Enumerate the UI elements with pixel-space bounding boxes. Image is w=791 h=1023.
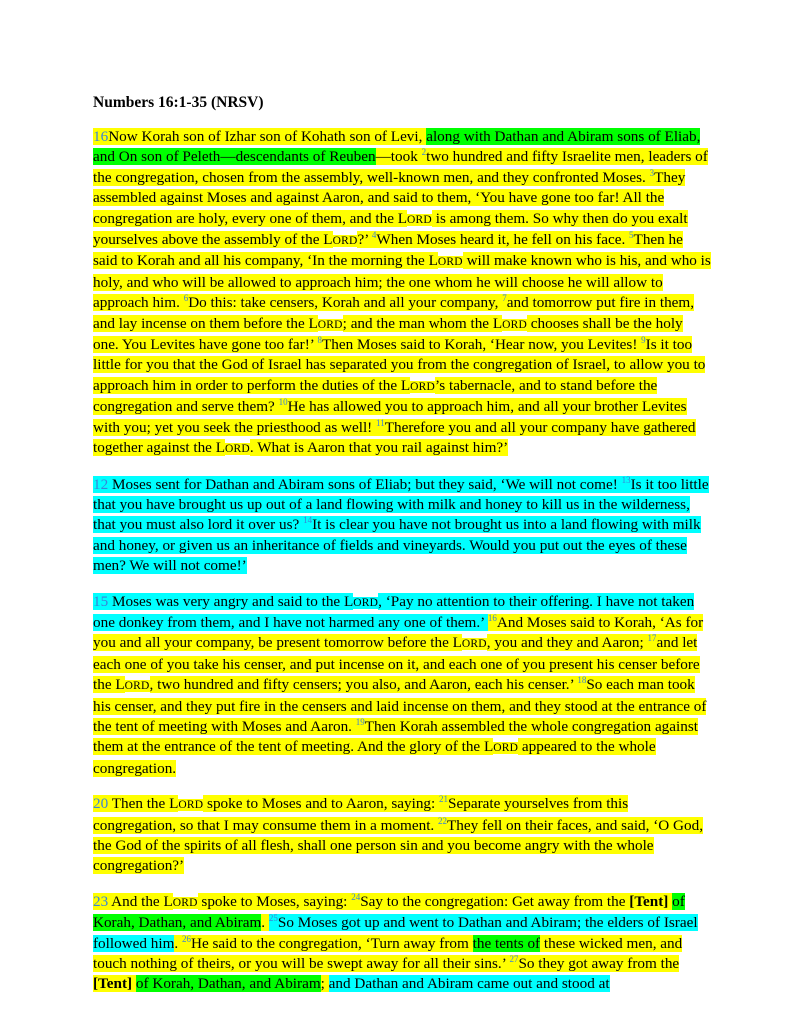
highlighted-text: and tomorrow put fire in them, and lay incense on them before the L xyxy=(93,294,695,332)
highlighted-text: Then Korah assembled the whole congregation against them at the entrance of the tent of meeting. And the glory of the L xyxy=(93,717,698,756)
paragraph xyxy=(93,794,711,877)
verse-number: 21 xyxy=(439,795,448,812)
highlighted-text: Is it too little that you have brought us up out of a land flowing with milk and honey to kill us in the wilderness, that you must also lord it over us? xyxy=(93,475,709,534)
highlighted-text: these wicked men, and touch nothing of theirs, or you will be swept away for all their sins.’ xyxy=(93,934,683,973)
verse-number: 4 xyxy=(372,231,377,248)
paragraph xyxy=(93,127,711,460)
highlighted-text: , two hundred and fifty censers; you also, and Aaron, each his censer.’ xyxy=(149,676,578,694)
small-caps-text: ORD xyxy=(502,318,527,331)
highlighted-text: Moses was very angry and said to the L xyxy=(108,592,354,610)
highlighted-text: So Moses got up and went to Dathan and Abiram; the elders of Israel followed him xyxy=(93,914,698,952)
highlighted-text: spoke to Moses and to Aaron, saying: xyxy=(203,795,440,813)
highlighted-text: the tents of xyxy=(472,934,541,952)
verse-number: 16 xyxy=(488,614,497,631)
verse-number: 9 xyxy=(641,336,646,353)
highlighted-text: He said to the congregation, ‘Turn away from xyxy=(191,934,473,952)
highlighted-text: Then he said to Korah and all his company, ‘In the morning the L xyxy=(93,231,683,270)
highlighted-text: Then Moses said to Korah, ‘Hear now, you Levites! xyxy=(322,336,642,354)
verse-number: 14 xyxy=(303,516,312,533)
verse-number: 24 xyxy=(351,893,360,910)
small-caps-text: ORD xyxy=(410,380,436,393)
verse-number: 19 xyxy=(356,718,365,735)
highlighted-text: Is it too little for you that the God of Israel has separated you from the congregation of Israel, to allow you to approach him in order to perform the duties of the L xyxy=(93,336,706,394)
verse-number: 25 xyxy=(269,914,278,931)
small-caps-text: ORD xyxy=(172,896,198,909)
highlighted-text: will make known who is his, and who is holy, and who will be allowed to approach him; the one whom he will choose he will allow to approach him. xyxy=(93,252,711,312)
highlighted-text: And Moses said to Korah, ‘As for you and all your company, be present tomorrow before the L xyxy=(93,613,704,652)
highlighted-text: is among them. So why then do you exalt yourselves above the assembly of the L xyxy=(93,209,688,249)
highlighted-text: It is clear you have not brought us into a land flowing with milk and honey, or given us an inheritance of fields and vineyards. Would you put out the eyes of these men? We will not come!’ xyxy=(93,516,701,575)
document-title: Numbers 16:1-35 (NRSV) xyxy=(93,94,264,111)
highlighted-text: of Korah, Dathan, and Abiram xyxy=(135,975,321,993)
small-caps-text: ORD xyxy=(225,443,250,456)
verse-number: 2 xyxy=(422,148,427,165)
small-caps-text: ORD xyxy=(461,638,487,651)
verse-number: 12 xyxy=(93,475,109,493)
highlighted-text: So they got away from the xyxy=(518,955,680,973)
verse-number: 5 xyxy=(629,231,634,248)
highlighted-text: They fell on their faces, and said, ‘O God, the God of the spirits of all flesh, shall one person sin and you become angry with the whole congregation?’ xyxy=(93,816,704,875)
highlighted-text: and let each one of you take his censer, and put incense on it, and each one of you present his censer before the L xyxy=(93,634,700,694)
verse-number: 3 xyxy=(650,169,655,186)
small-caps-text: ORD xyxy=(317,318,343,331)
small-caps-text: ORD xyxy=(493,742,519,755)
verse-number: 26 xyxy=(182,935,191,952)
highlighted-text: Moses sent for Dathan and Abiram sons of Eliab; but they said, ‘We will not come! xyxy=(108,475,622,493)
highlighted-text: Then the L xyxy=(108,795,179,813)
bracketed-word: [Tent] xyxy=(629,892,669,910)
highlighted-text: —took xyxy=(375,148,422,166)
verse-number: 6 xyxy=(184,294,189,311)
small-caps-text: ORD xyxy=(178,799,204,812)
bracketed-word: [Tent] xyxy=(93,975,133,993)
highlighted-text: . What is Aaron that you rail against him?’ xyxy=(249,439,509,457)
highlighted-text: He has allowed you to approach him, and all your brother Levites with you; yet you seek the priesthood as well! xyxy=(93,398,687,436)
highlighted-text: along with Dathan and Abiram sons of Eliab, and On son of Peleth—descendants of Reuben xyxy=(93,128,701,166)
highlighted-text: . xyxy=(174,934,183,952)
highlighted-text: , you and they and Aaron; xyxy=(486,634,648,652)
highlighted-text: appeared to the whole congregation. xyxy=(93,738,656,777)
highlighted-text: When Moses heard it, he fell on his face. xyxy=(376,231,630,249)
passage-body xyxy=(93,127,711,995)
paragraph xyxy=(93,475,711,577)
highlighted-text: spoke to Moses, saying: xyxy=(197,892,352,910)
highlighted-text: Separate yourselves from this congregation, so that I may consume them in a moment. xyxy=(93,795,629,834)
highlighted-text: . xyxy=(261,914,269,932)
highlighted-text: ; and the man whom the L xyxy=(342,314,503,332)
highlighted-text: chooses shall be the holy one. You Levites have gone too far!’ xyxy=(93,314,683,354)
highlighted-text: two hundred and fifty Israelite men, leaders of the congregation, chosen from the assembly, well-known men, and they confronted Moses. xyxy=(93,148,708,186)
verse-number: 7 xyxy=(502,294,507,311)
highlighted-text: of Korah, Dathan, and Abiram xyxy=(93,892,685,932)
verse-number: 23 xyxy=(93,892,109,910)
verse-number: 18 xyxy=(577,676,586,693)
verse-number: 15 xyxy=(93,592,109,610)
highlighted-text: ; xyxy=(320,975,329,993)
verse-number: 8 xyxy=(318,336,323,353)
verse-number: 20 xyxy=(93,795,109,813)
small-caps-text: ORD xyxy=(332,235,358,248)
paragraph xyxy=(93,592,711,780)
highlighted-text: Now Korah son of Izhar son of Kohath son of Levi, xyxy=(108,128,427,145)
highlighted-text: , ‘Pay no attention to their offering. I have not taken one donkey from them, and I have not harmed any one of them.’ xyxy=(93,592,695,631)
paragraph xyxy=(93,892,711,995)
document-page xyxy=(93,93,711,1010)
highlighted-text: Say to the congregation: Get away from the xyxy=(360,892,630,910)
small-caps-text: ORD xyxy=(353,596,379,609)
highlighted-text: ?’ xyxy=(357,231,372,249)
verse-number: 10 xyxy=(279,398,288,415)
highlighted-text: So each man took his censer, and they put fire in the censers and laid incense on them, and they stood at the entrance of the tent of meeting with Moses and Aaron. xyxy=(93,676,707,735)
highlighted-text: Therefore you and all your company have gathered together against the L xyxy=(93,418,696,457)
verse-number: 27 xyxy=(509,955,518,972)
highlighted-text: And the L xyxy=(108,892,173,910)
verse-number: 11 xyxy=(376,419,385,436)
small-caps-text: ORD xyxy=(124,680,150,693)
verse-number: 17 xyxy=(647,634,656,651)
verse-number: 13 xyxy=(622,476,631,493)
verse-number: 22 xyxy=(438,817,447,834)
highlighted-text: They assembled against Moses and against Aaron, and said to them, ‘You have gone too far! All the congregation are holy, every one of them, and the L xyxy=(93,168,686,227)
small-caps-text: ORD xyxy=(407,213,432,226)
small-caps-text: ORD xyxy=(437,256,463,269)
verse-number: 16 xyxy=(93,128,109,145)
highlighted-text: Do this: take censers, Korah and all your company, xyxy=(188,294,503,312)
highlighted-text: ’s tabernacle, and to stand before the congregation and serve them? xyxy=(93,376,658,416)
highlighted-text: and Dathan and Abiram came out and stood at xyxy=(328,975,610,993)
